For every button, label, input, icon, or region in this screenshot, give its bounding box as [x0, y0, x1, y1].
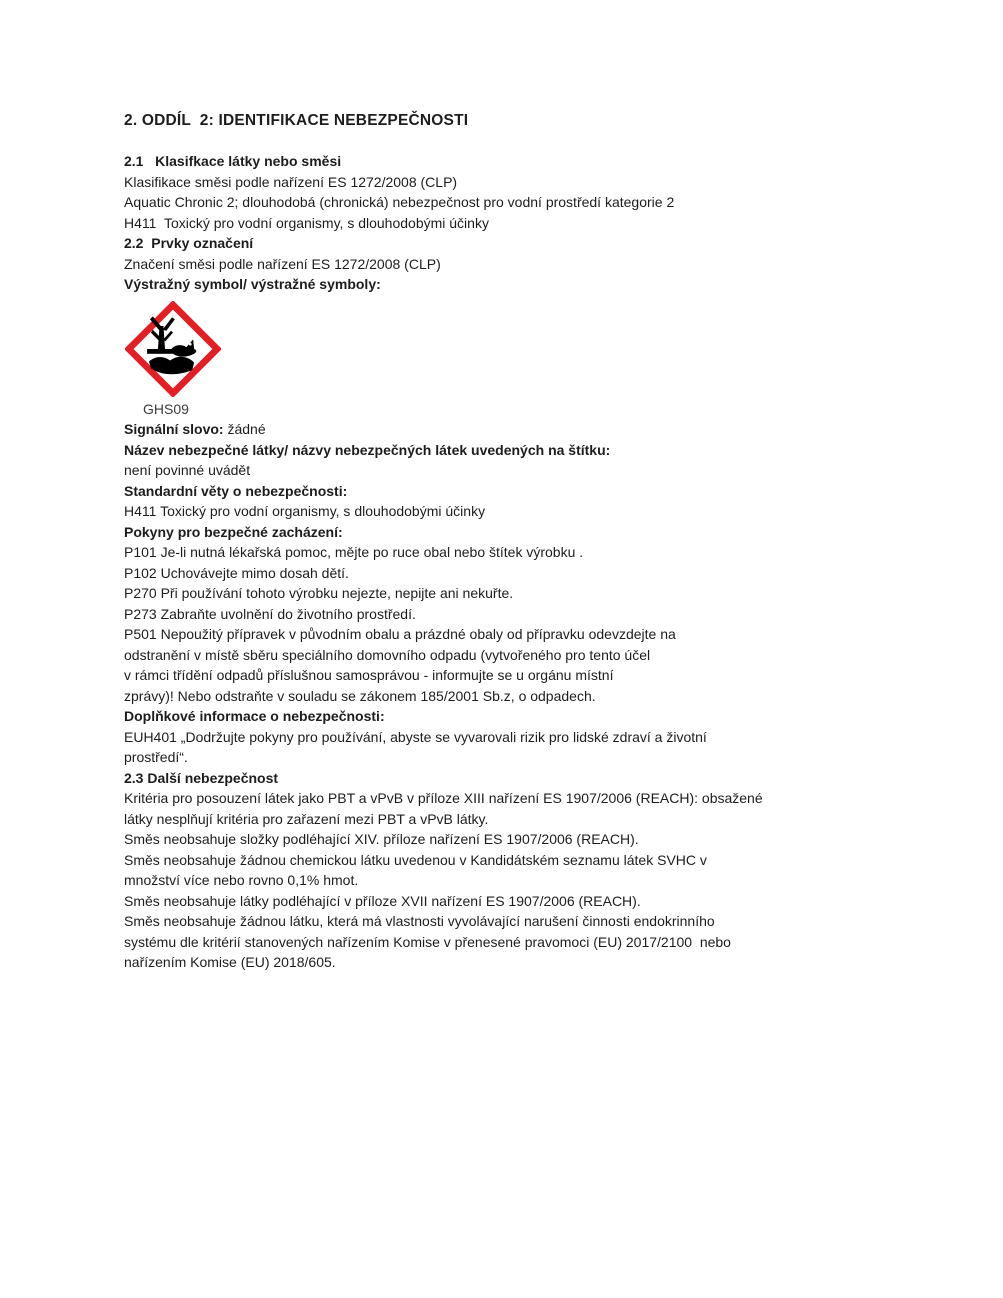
ghs09-diamond: [125, 301, 221, 397]
p501-line-2: odstranění v místě sběru speciálního domovního odpadu (vytvořeného pro tento účel: [124, 646, 651, 663]
name-on-label-heading: Název nebezpečné látky/ názvy nebezpečných látek uvedených na štítku:: [124, 441, 611, 458]
warning-symbols-heading: Výstražný symbol/ výstražné symboly:: [124, 276, 381, 292]
section-2-title: 2. ODDÍL 2: IDENTIFIKACE NEBEZPEČNOSTI: [124, 112, 469, 129]
p270-line: P270 Při používání tohoto výrobku nejezte, nepijte ani nekuřte.: [124, 585, 514, 601]
section-2-1: [124, 151, 984, 295]
h411-classification-line: H411 Toxický pro vodní organismy, s dlouhodobými účinky: [124, 214, 489, 231]
labelling-basis-line: Značení směsi podle nařízení ES 1272/2008 (CLP): [124, 255, 441, 272]
svhc-line-1: Směs neobsahuje žádnou chemickou látku uvedenou v Kandidátském seznamu látek SVHC v: [124, 851, 707, 868]
pictogram-code-label: GHS09: [143, 400, 189, 417]
heading-2-2: 2.2 Prvky označení: [124, 235, 254, 251]
p501-line-3: v rámci třídění odpadů příslušnou samosprávou - informujte se u orgánu místní: [124, 667, 614, 683]
section-2-2-body: [124, 419, 984, 973]
ghs09-pictogram: [125, 301, 984, 420]
classification-basis-line: Klasifikace směsi podle nařízení ES 1272/2008 (CLP): [124, 173, 458, 190]
h411-statement-line: H411 Toxický pro vodní organismy, s dlouhodobými účinky: [124, 503, 486, 519]
endocrine-line-3: nařízením Komise (EU) 2018/605.: [124, 954, 336, 970]
p273-line: P273 Zabraňte uvolnění do životního prostředí.: [124, 605, 416, 622]
pbt-vpvb-line-1: Kritéria pro posouzení látek jako PBT a vPvB v příloze XIII nařízení ES 1907/2006 (REACH): obsažené: [124, 790, 763, 806]
heading-2-1: 2.1 Klasifkace látky nebo směsi: [124, 153, 342, 169]
aquatic-chronic-line: Aquatic Chronic 2; dlouhodobá (chronická) nebezpečnost pro vodní prostředí kategorie 2: [124, 194, 675, 210]
heading-2-3: 2.3 Další nebezpečnost: [124, 769, 279, 786]
hazard-statements-heading: Standardní věty o nebezpečnosti:: [124, 482, 348, 499]
annex-xiv-line: Směs neobsahuje složky podléhající XIV. příloze nařízení ES 1907/2006 (REACH).: [124, 831, 639, 847]
p501-line-4: zprávy)! Nebo odstraňte v souladu se zákonem 185/2001 Sb.z, o odpadech.: [124, 687, 596, 704]
signal-word-label: Signální slovo:: [124, 421, 224, 437]
name-on-label-value: není povinné uvádět: [124, 462, 251, 478]
pbt-vpvb-line-2: látky nesplňují kritéria pro zařazení mezi PBT a vPvB látky.: [124, 810, 489, 827]
signal-word-line: [124, 419, 984, 440]
annex-xvii-line: Směs neobsahuje látky podléhající v příloze XVII nařízení ES 1907/2006 (REACH).: [124, 892, 641, 909]
svhc-line-2: množství více nebo rovno 0,1% hmot.: [124, 872, 359, 888]
precautionary-heading: Pokyny pro bezpečné zacházení:: [124, 523, 343, 540]
euh401-line-2: prostředí“.: [124, 749, 188, 765]
signal-word-value: žádné: [223, 421, 266, 437]
endocrine-line-1: Směs neobsahuje žádnou látku, která má vlastnosti vyvolávající narušení činnosti endokrinního: [124, 913, 715, 929]
p102-line: P102 Uchovávejte mimo dosah dětí.: [124, 564, 349, 581]
euh401-line-1: EUH401 „Dodržujte pokyny pro používání, abyste se vyvarovali rizik pro lidské zdraví a životní: [124, 728, 707, 745]
p501-line-1: P501 Nepoužitý přípravek v původním obalu a prázdné obaly od přípravku odevzdejte na: [124, 626, 676, 642]
endocrine-line-2: systému dle kritérií stanovených nařízením Komise v přenesené pravomoci (EU) 2017/2100 nebo: [124, 933, 731, 950]
p101-line: P101 Je-li nutná lékařská pomoc, mějte po ruce obal nebo štítek výrobku .: [124, 544, 584, 560]
supplemental-heading: Doplňkové informace o nebezpečnosti:: [124, 708, 385, 724]
